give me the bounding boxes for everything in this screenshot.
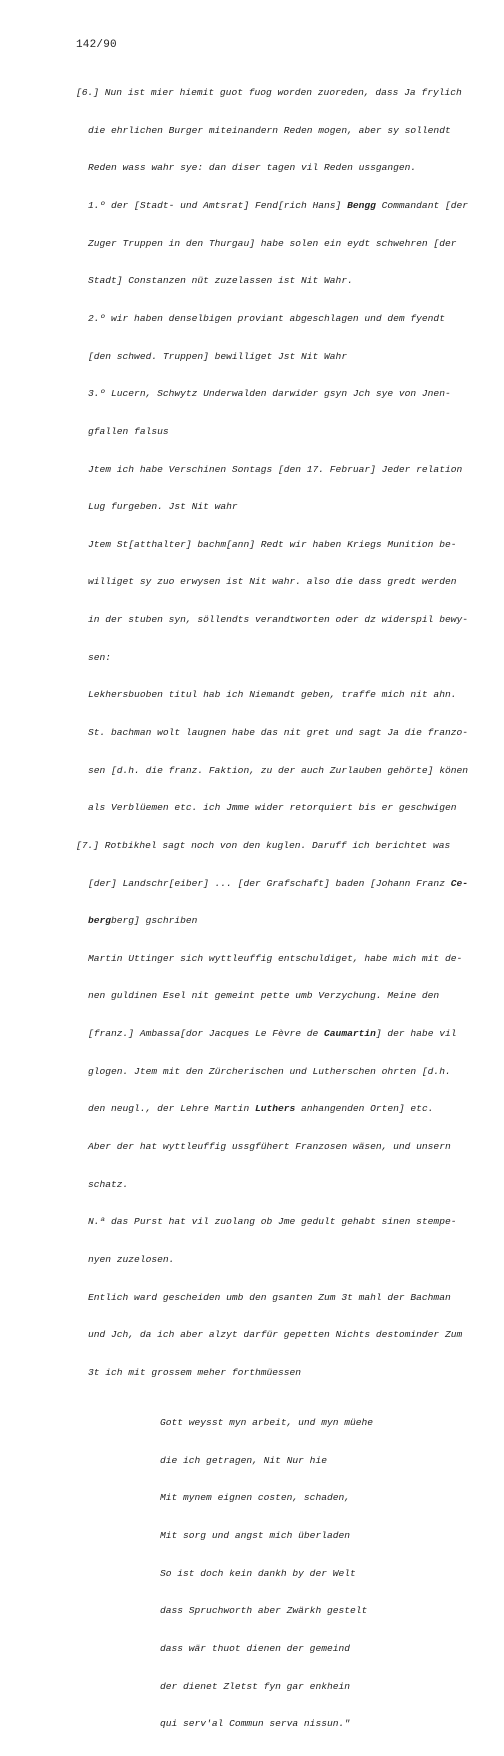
text-line: Zuger Truppen in den Thurgau] habe solen ein eydt schwehren [der [88, 237, 457, 249]
text-line: Lekhersbuoben titul hab ich Niemandt geben, traffe mich nit ahn. [88, 689, 457, 701]
text-line-part: anhangenden Orten] etc. [295, 1103, 434, 1115]
text-line: Reden wass wahr sye: dan diser tagen vil Reden ussgangen. [88, 162, 417, 174]
text-line: sen [d.h. die franz. Faktion, zu der auch Zurlauben gehörte] könen [88, 764, 468, 776]
text-line [76, 200, 466, 213]
text-line-part: ] der habe vil [375, 1028, 457, 1040]
poem-line: der dienet Zletst fyn gar enkhein [160, 1680, 350, 1692]
text-line: Entlich ward gescheiden umb den gsanten Zum 3t mahl der Bachman [88, 1291, 451, 1303]
emphasized-name: Caumartin [324, 1028, 376, 1040]
text-line: sen: [88, 651, 112, 663]
text-line: Jtem ich habe Verschinen Sontags [den 17. Februar] Jeder relation [88, 463, 463, 475]
text-line-part: [der] Landschr[eiber] ... [der Grafschaft] baden [Johann Franz [88, 877, 451, 889]
page-number: 142/90 [76, 39, 117, 51]
poem-line: Mit mynem eignen costen, schaden, [160, 1492, 350, 1504]
text-line: N.ª das Purst hat vil zuolang ob Jme gedult gehabt sinen stempe- [88, 1216, 457, 1228]
text-line: die ehrlichen Burger miteinandern Reden mogen, aber sy sollendt [88, 124, 451, 136]
text-line [76, 1103, 466, 1116]
text-line: nen guldinen Esel nit gemeint pette umb Verzychung. Meine den [88, 990, 440, 1002]
emphasized-name: berg [88, 915, 112, 927]
text-line: williget sy zuo erwysen ist Nit wahr. also die dass gredt werden [88, 576, 457, 588]
text-line: in der stuben syn, söllendts verandtworten oder dz widerspil bewy- [88, 614, 468, 626]
text-line-part: den neugl., der Lehre Martin [88, 1103, 255, 1115]
text-line: 2.º wir haben denselbigen proviant abgeschlagen und dem fyendt [88, 312, 445, 324]
poem-line: Mit sorg und angst mich überladen [160, 1529, 350, 1541]
text-line-part: 1.º der [Stadt- und Amtsrat] Fend[rich Hans] [88, 200, 348, 212]
text-line: Lug furgeben. Jst Nit wahr [88, 501, 238, 513]
poem-line: Gott weysst myn arbeit, und myn müehe [160, 1417, 374, 1429]
text-line-part: [7.] Rotbikhel sagt noch von den kuglen. Daruff ich berichtet was [76, 839, 451, 851]
text-line: nyen zuzelosen. [88, 1253, 175, 1265]
text-line: gfallen falsus [88, 425, 169, 437]
text-line: und Jch, da ich aber alzyt darfür gepetten Nichts destominder Zum [88, 1329, 463, 1341]
text-line [76, 878, 466, 891]
text-line-part: [franz.] Ambassa[dor Jacques Le Fèvre de [88, 1028, 325, 1040]
text-line: 3.º Lucern, Schwytz Underwalden darwider gsyn Jch sye von Jnen- [88, 388, 451, 400]
emphasized-name: Ce- [450, 877, 468, 889]
text-line [76, 915, 466, 928]
text-line: schatz. [88, 1178, 129, 1190]
text-line: St. bachman wolt laugnen habe das nit gret und sagt Ja die franzo- [88, 726, 468, 738]
text-line: glogen. Jtem mit den Zürcherischen und Lutherschen ohrten [d.h. [88, 1065, 451, 1077]
text-line: Aber der hat wyttleuffig ussgfühert Franzosen wäsen, und unsern [88, 1141, 451, 1153]
emphasized-name: Bengg [347, 200, 376, 212]
text-line-part: berg] gschriben [111, 915, 198, 927]
poem-line: qui serv'al Commun serva nissun." [160, 1718, 350, 1730]
text-line: 3t ich mit grossem meher forthmüessen [88, 1366, 302, 1378]
text-line-part: Commandant [der [375, 200, 468, 212]
text-line [76, 840, 466, 853]
poem-line: dass Spruchworth aber Zwärkh gestelt [160, 1605, 368, 1617]
text-line [76, 1028, 466, 1041]
transcription-body [76, 62, 466, 1756]
text-line: [6.] Nun ist mier hiemit guot fuog worden zuoreden, dass Ja frylich [76, 87, 462, 99]
text-line: Jtem St[atthalter] bachm[ann] Redt wir haben Kriegs Munition be- [88, 538, 457, 550]
poem-line: So ist doch kein dankh by der Welt [160, 1567, 356, 1579]
emphasized-name: Luthers [254, 1103, 296, 1115]
text-line: Martin Uttinger sich wyttleuffig entschuldiget, habe mich mit de- [88, 952, 463, 964]
text-line: Stadt] Constanzen nüt zuzelassen ist Nit Wahr. [88, 275, 353, 287]
text-line: [den schwed. Truppen] bewilliget Jst Nit Wahr [88, 350, 348, 362]
poem-line: die ich getragen, Nit Nur hie [160, 1454, 327, 1466]
text-line: als Verblüemen etc. ich Jmme wider retorquiert bis er geschwigen [88, 802, 457, 814]
poem-line: dass wär thuot dienen der gemeind [160, 1642, 350, 1654]
